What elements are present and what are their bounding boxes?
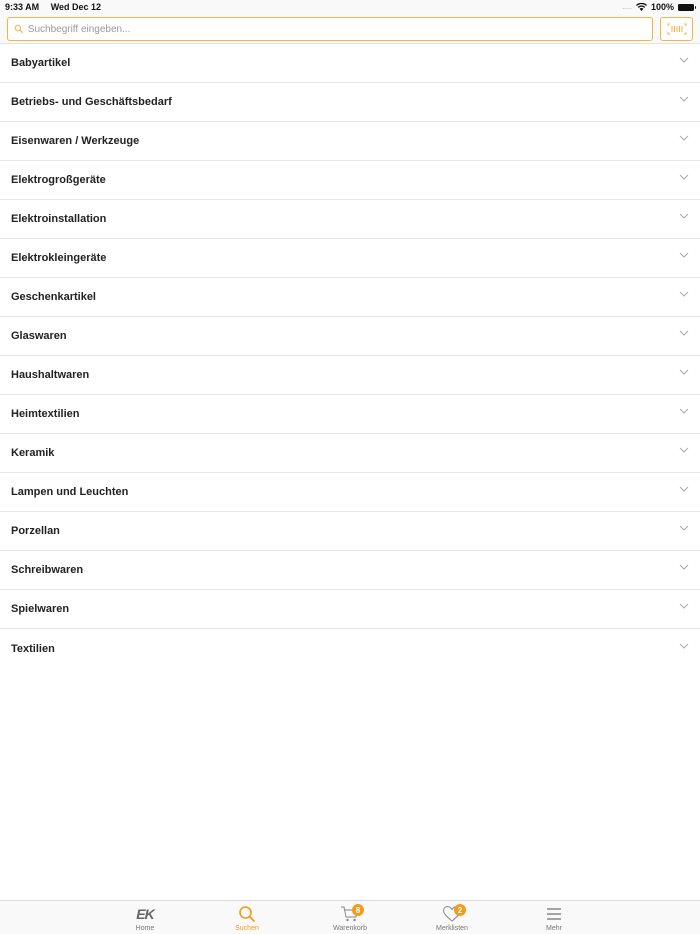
chevron-down-icon	[679, 408, 689, 414]
category-row-babyartikel[interactable]	[0, 44, 700, 83]
tab-mehr[interactable]	[514, 901, 594, 934]
category-row-schreibwaren[interactable]	[0, 551, 700, 590]
category-label: Elektroinstallation	[11, 213, 107, 225]
chevron-down-icon	[679, 447, 689, 453]
category-row-betriebsbedarf[interactable]	[0, 83, 700, 122]
signal-icon: .....	[622, 3, 632, 11]
status-date: Wed Dec 12	[50, 2, 102, 12]
category-row-elektrogrossgeraete[interactable]	[0, 161, 700, 200]
chevron-down-icon	[679, 96, 689, 102]
chevron-down-icon	[679, 486, 689, 492]
category-row-eisenwaren[interactable]	[0, 122, 700, 161]
chevron-down-icon	[679, 213, 689, 219]
category-label: Porzellan	[11, 525, 60, 537]
tab-label: Merklisten	[436, 925, 468, 932]
chevron-down-icon	[679, 564, 689, 570]
category-row-elektroinstallation[interactable]	[0, 200, 700, 239]
category-label: Elektrogroßgeräte	[11, 174, 106, 186]
chevron-down-icon	[679, 252, 689, 258]
tab-label: Suchen	[235, 925, 259, 932]
search-icon	[14, 24, 24, 34]
battery-icon	[678, 4, 694, 11]
category-label: Geschenkartikel	[11, 291, 96, 303]
chevron-down-icon	[679, 291, 689, 297]
tab-home[interactable]	[105, 901, 185, 934]
category-label: Textilien	[11, 642, 55, 655]
tab-label: Home	[135, 925, 155, 932]
chevron-down-icon	[679, 174, 689, 180]
chevron-down-icon	[679, 135, 689, 141]
category-label: Keramik	[11, 447, 55, 459]
tab-suchen[interactable]	[207, 901, 287, 934]
category-row-keramik[interactable]	[0, 434, 700, 473]
wishlist-count-badge: 2	[454, 904, 466, 916]
category-row-spielwaren[interactable]	[0, 590, 700, 629]
category-label: Betriebs- und Geschäftsbedarf	[11, 96, 172, 108]
search-field[interactable]	[7, 17, 653, 41]
chevron-down-icon	[679, 330, 689, 336]
chevron-down-icon	[679, 369, 689, 375]
category-row-textilien[interactable]	[0, 629, 700, 668]
menu-icon	[546, 907, 562, 921]
category-label: Schreibwaren	[11, 564, 84, 576]
category-row-geschenkartikel[interactable]	[0, 278, 700, 317]
category-row-lampen[interactable]	[0, 473, 700, 512]
category-label: Glaswaren	[11, 330, 67, 342]
status-bar	[0, 0, 700, 14]
tab-merklisten[interactable]	[412, 901, 492, 934]
category-list	[0, 44, 700, 668]
tab-label: Warenkorb	[333, 925, 367, 932]
tab-label: Mehr	[546, 925, 562, 932]
status-time: 9:33 AM	[5, 2, 40, 12]
tab-bar	[0, 900, 700, 934]
barcode-icon	[667, 23, 687, 35]
category-label: Heimtextilien	[11, 408, 80, 420]
category-row-glaswaren[interactable]	[0, 317, 700, 356]
category-label: Babyartikel	[11, 57, 71, 69]
tab-warenkorb[interactable]	[310, 901, 390, 934]
category-label: Lampen und Leuchten	[11, 486, 129, 498]
category-label: Spielwaren	[11, 603, 70, 615]
category-label: Elektrokleingeräte	[11, 252, 107, 264]
chevron-down-icon	[679, 603, 689, 609]
category-row-elektrokleingeraete[interactable]	[0, 239, 700, 278]
category-row-porzellan[interactable]	[0, 512, 700, 551]
category-row-haushaltwaren[interactable]	[0, 356, 700, 395]
search-input[interactable]	[28, 24, 652, 35]
chevron-down-icon	[679, 525, 689, 531]
wifi-icon	[636, 3, 647, 11]
category-label: Haushaltwaren	[11, 369, 90, 381]
search-bar	[0, 14, 700, 44]
category-label: Eisenwaren / Werkzeuge	[11, 135, 140, 147]
chevron-down-icon	[679, 643, 689, 649]
chevron-down-icon	[679, 57, 689, 63]
category-row-heimtextilien[interactable]	[0, 395, 700, 434]
barcode-scan-button[interactable]	[660, 17, 693, 41]
ek-logo-icon: EK	[136, 906, 154, 922]
cart-count-badge: 8	[352, 904, 364, 916]
battery-percent: 100%	[650, 2, 674, 12]
search-icon	[238, 905, 256, 923]
